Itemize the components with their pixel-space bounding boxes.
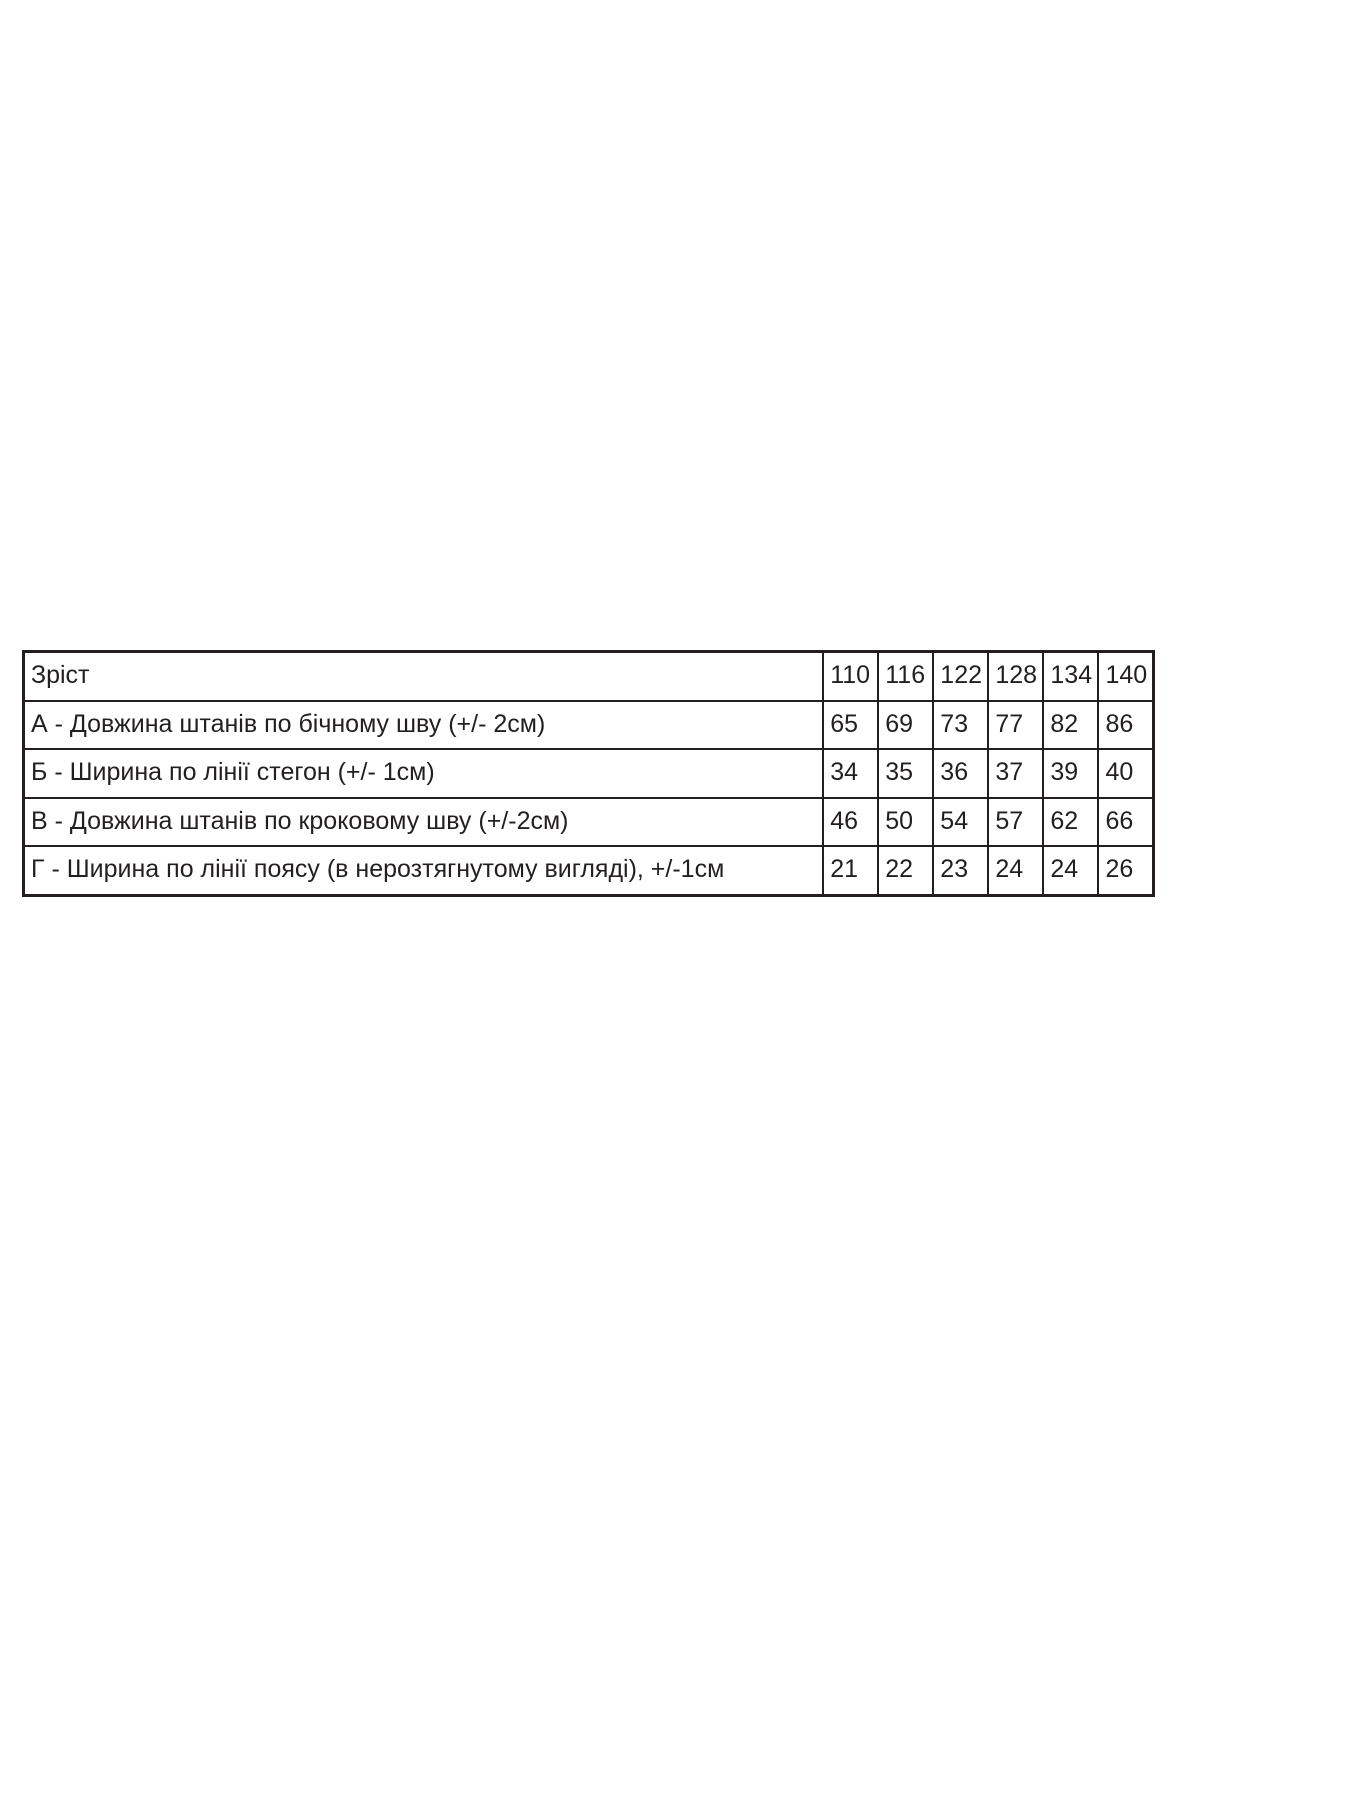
row-label: Б - Ширина по лінії стегон (+/- 1см) xyxy=(24,749,824,798)
row-value: 40 xyxy=(1098,749,1153,798)
table-header-size: 140 xyxy=(1098,652,1153,701)
size-chart-table xyxy=(22,650,1155,897)
row-value: 37 xyxy=(988,749,1043,798)
row-value: 69 xyxy=(878,701,933,750)
table-row xyxy=(24,798,1154,847)
row-label: А - Довжина штанів по бічному шву (+/- 2см) xyxy=(24,701,824,750)
table-header-size: 128 xyxy=(988,652,1043,701)
row-value: 62 xyxy=(1043,798,1098,847)
row-value: 21 xyxy=(823,846,878,895)
table-header-size: 122 xyxy=(933,652,988,701)
row-value: 82 xyxy=(1043,701,1098,750)
row-value: 73 xyxy=(933,701,988,750)
table-header-size: 110 xyxy=(823,652,878,701)
row-value: 26 xyxy=(1098,846,1153,895)
row-value: 36 xyxy=(933,749,988,798)
row-value: 35 xyxy=(878,749,933,798)
row-value: 24 xyxy=(1043,846,1098,895)
row-value: 23 xyxy=(933,846,988,895)
row-value: 54 xyxy=(933,798,988,847)
row-value: 66 xyxy=(1098,798,1153,847)
table-row xyxy=(24,701,1154,750)
table-row-header xyxy=(24,652,1154,701)
table-header-size: 134 xyxy=(1043,652,1098,701)
row-value: 22 xyxy=(878,846,933,895)
table-row xyxy=(24,749,1154,798)
row-value: 39 xyxy=(1043,749,1098,798)
row-value: 65 xyxy=(823,701,878,750)
row-value: 46 xyxy=(823,798,878,847)
row-value: 86 xyxy=(1098,701,1153,750)
table-header-size: 116 xyxy=(878,652,933,701)
row-label: В - Довжина штанів по кроковому шву (+/-2см) xyxy=(24,798,824,847)
row-value: 34 xyxy=(823,749,878,798)
row-label: Г - Ширина по лінії поясу (в нерозтягнутому вигляді), +/-1см xyxy=(24,846,824,895)
table-header-label: Зріст xyxy=(24,652,824,701)
row-value: 50 xyxy=(878,798,933,847)
row-value: 24 xyxy=(988,846,1043,895)
size-chart-container xyxy=(22,650,1155,897)
row-value: 57 xyxy=(988,798,1043,847)
row-value: 77 xyxy=(988,701,1043,750)
table-row xyxy=(24,846,1154,895)
